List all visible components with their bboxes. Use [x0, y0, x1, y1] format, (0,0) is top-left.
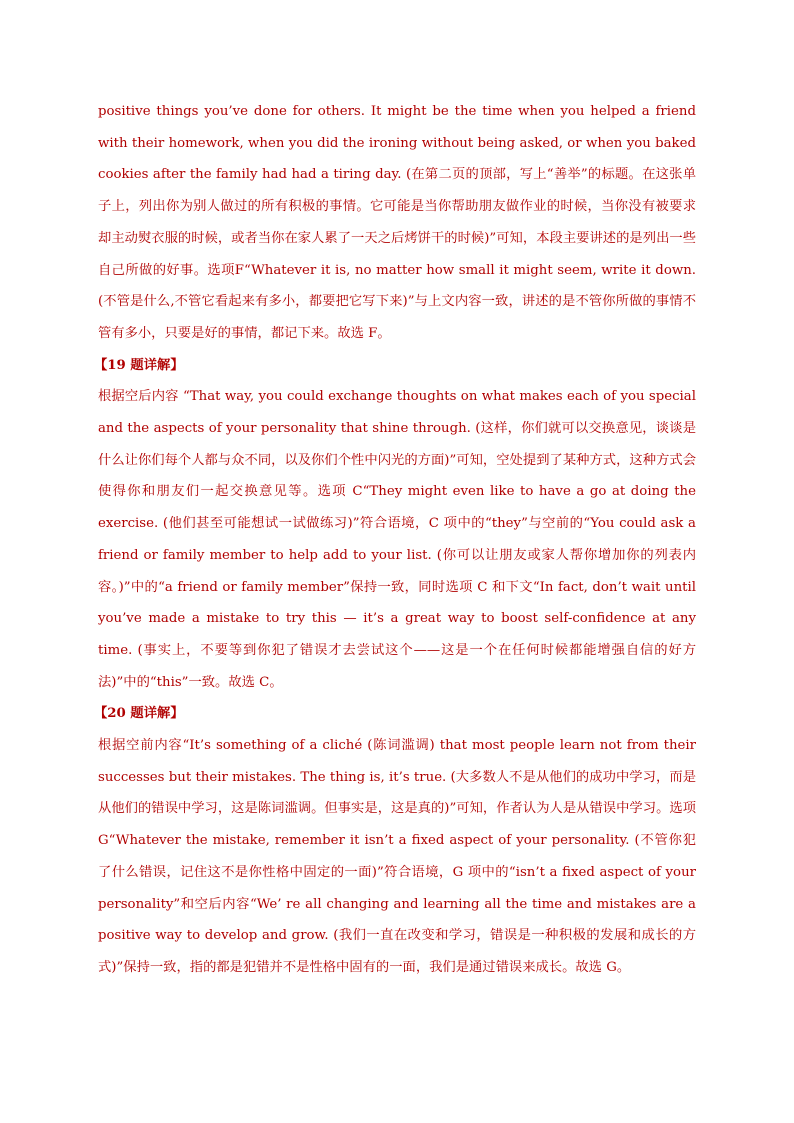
- heading-q20-detail: 【20 题详解】: [94, 706, 184, 722]
- answer-explanation-text: [94, 96, 696, 984]
- paragraph-q20-explanation: 根据空前内容“It’s something of a cliché (陈词滥调) that most people learn not from their successes but their mistakes. The thing is, it’s true. (大多数人不是从他们的成功中学习，而是从他们的错误中学习，这是陈词滥调。但事实是，这是真的)”可知，作者认为人是从错误中学习。选项 G“Whatever the mistake, remember it isn’t a fixed aspect of your personality. (不管你犯了什么错误，记住这不是你性格中固定的一面)”符合语境，G 项中的“isn’t a fixed aspect of your personality”和空后内容“We’ re all changing and learning all the time and mistakes are a positive way to develop and grow. (我们一直在改变和学习，错误是一种积极的发展和成长的方式)”保持一致，指的都是犯错并不是性格中固有的一面，我们是通过错误来成长。故选 G。: [98, 738, 696, 975]
- heading-q19-detail: 【19 题详解】: [94, 357, 184, 373]
- paragraph-q18-explanation: positive things you’ve done for others. It might be the time when you helped a friend with their homework, when you did the ironing without being asked, or when you baked cookies after the family had had a tiring day. (在第二页的顶部，写上“善举”的标题。在这张单子上，列出你为别人做过的所有积极的事情。它可能是当你帮助朋友做作业的时候，当你没有被要求却主动熨衣服的时候，或者当你在家人累了一天之后烤饼干的时候)”可知，本段主要讲述的是列出一些自己所做的好事。选项F“Whatever it is, no matter how small it might seem, write it down. (不管是什么,不管它看起来有多小，都要把它写下来)”与上文内容一致，讲述的是不管你所做的事情不管有多小，只要是好的事情，都记下来。故选 F。: [98, 104, 696, 341]
- paragraph-q19-explanation: 根据空后内容 “That way, you could exchange thoughts on what makes each of you special and the aspects of your personality that shine through. (这样，你们就可以交换意见，谈谈是什么让你们每个人都与众不同，以及你们个性中闪光的方面)”可知，空处提到了某种方式，这种方式会使得你和朋友们一起交换意见等。选项 C“They might even like to have a go at doing the exercise. (他们甚至可能想试一试做练习)”符合语境，C 项中的“they”与空前的“You could ask a friend or family member to help add to your list. (你可以让朋友或家人帮你增加你的列表内容。)”中的“a friend or family member”保持一致，同时选项 C 和下文“In fact, don’t wait until you’ve made a mistake to try this — it’s a great way to boost self-confidence at any time. (事实上，不要等到你犯了错误才去尝试这个——这是一个在任何时候都能增强自信的好方法)”中的“this”一致。故选 C。: [98, 389, 696, 690]
